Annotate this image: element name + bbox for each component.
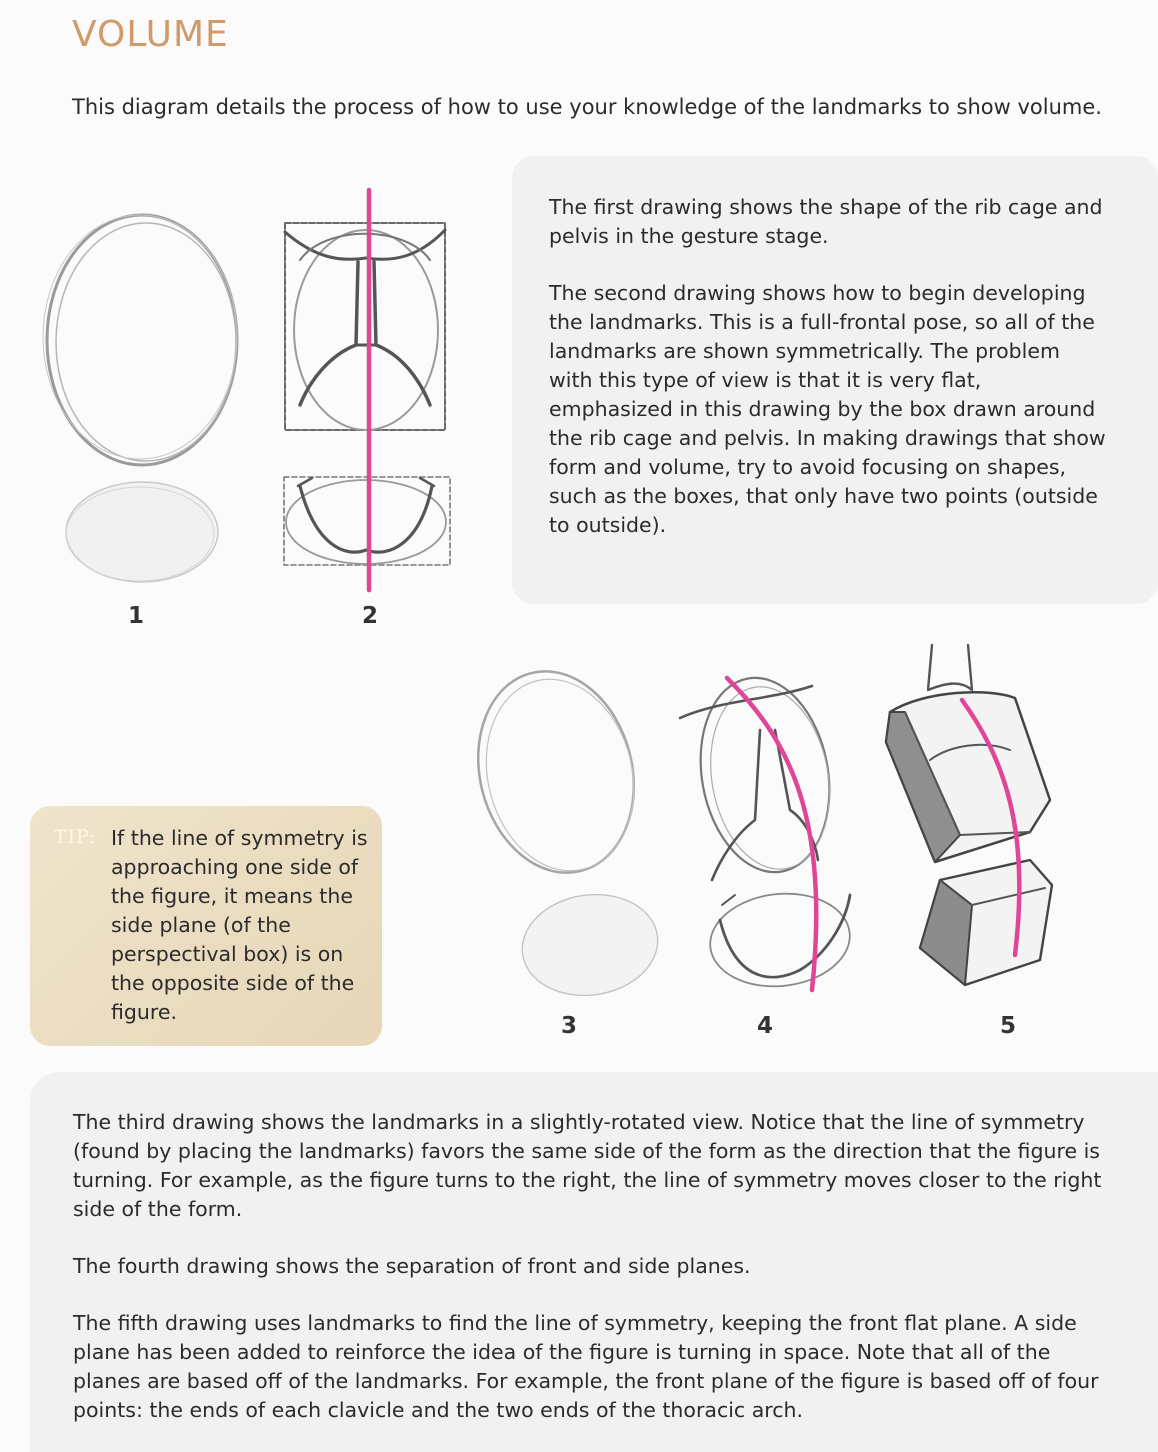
figure-number-4: 4 [757,1013,774,1039]
figure-number-2: 2 [362,603,379,629]
drawing-1-gesture [43,215,237,582]
figure-number-1: 1 [128,603,145,629]
drawing-4-front-side-planes [680,668,854,994]
figure-number-5: 5 [1000,1013,1017,1039]
top-paragraph-1: The first drawing shows the shape of the rib cage and pelvis in the gesture stage. [549,195,1103,248]
intro-text: This diagram details the process of how to use your knowledge of the landmarks to show volume. [72,95,1102,119]
figure-number-3: 3 [561,1013,578,1039]
top-paragraph-2: The second drawing shows how to begin developing the landmarks. This is a full-frontal pose, so all of the landmarks are shown symmetrically. The problem with this type of view is that it is very flat, emphasized in this drawing by the box drawn around the rib cage and pelvis. In making drawings that show form and volume, try to avoid focusing on shapes, such as the boxes, that only have two points (outside to outside). [549,281,1106,537]
bottom-paragraph-3: The fifth drawing uses landmarks to find the line of symmetry, keeping the front flat plane. A side plane has been added to reinforce the idea of the figure is turning in space. Note that all of the planes are based off of the landmarks. For example, the front plane of the figure is based off of four points: the ends of each clavicle and the two ends of the thoracic arch. [73,1311,1099,1422]
tip-text: If the line of symmetry is approaching one side of the figure, it means the side plane (of the perspectival box) is on the opposite side of the figure. [111,826,368,1024]
page-title: VOLUME [72,14,229,55]
drawing-3-rotated-gesture [458,655,665,1004]
drawing-5-plane-box [886,645,1052,985]
bottom-paragraph-2: The fourth drawing shows the separation of front and side planes. [73,1254,751,1278]
tip-label: TIP: [54,826,97,848]
bottom-paragraph-1: The third drawing shows the landmarks in a slightly-rotated view. Notice that the line of symmetry (found by placing the landmarks) favors the same side of the form as the direction that the figure is turning. For example, as the figure turns to the right, the line of symmetry moves closer to the right side of the form. [73,1110,1102,1221]
